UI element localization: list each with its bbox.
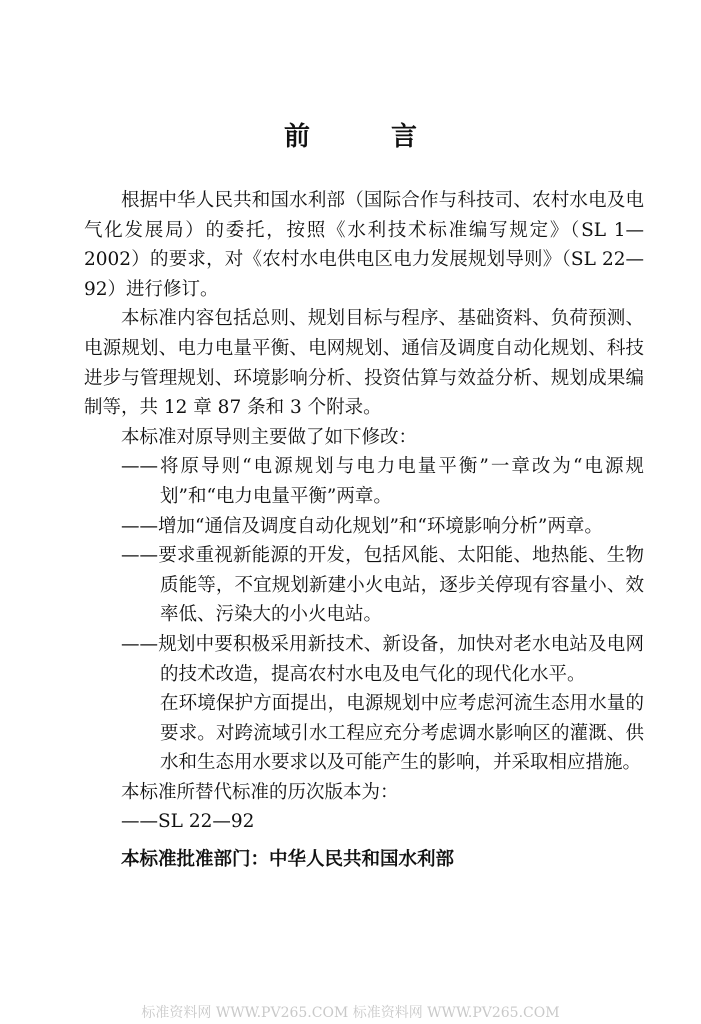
change-item-1: ——将原导则“电源规划与电力电量平衡”一章改为“电源规划”和“电力电量平衡”两章。 <box>121 456 644 507</box>
approval-department: 本标准批准部门：中华人民共和国水利部 <box>121 849 455 871</box>
change-item-4-continuation: 在环境保护方面提出，电源规划中应考虑河流生态用水量的要求。对跨流域引水工程应充分考虑调水影响区的灌溉、供水和生态用水要求以及可能产生的影响，并采取相应措施。 <box>160 693 644 774</box>
preface-body <box>84 186 644 875</box>
page-title: 前 言 <box>283 122 454 152</box>
replaced-version-item: ——SL 22—92 <box>121 811 255 833</box>
paragraph-replaced-versions: 本标准所替代标准的历次版本为： <box>121 781 399 803</box>
paragraph-commission: 根据中华人民共和国水利部（国际合作与科技司、农村水电及电气化发展局）的委托，按照《水利技术标准编写规定》（SL 1—2002）的要求，对《农村水电供电区电力发展规划导则》（SL 22—92）进行修订。 <box>84 190 644 300</box>
change-item-4: ——规划中要积极采用新技术、新设备，加快对老水电站及电网的技术改造，提高农村水电及电气化的现代化水平。 <box>121 633 644 685</box>
paragraph-contents: 本标准内容包括总则、规划目标与程序、基础资料、负荷预测、电源规划、电力电量平衡、电网规划、通信及调度自动化规划、科技进步与管理规划、环境影响分析、投资估算与效益分析、规划成果编制等，共 12 章 87 条和 3 个附录。 <box>84 308 644 419</box>
change-item-2: ——增加“通信及调度自动化规划”和“环境影响分析”两章。 <box>121 515 603 537</box>
watermark: 标准资料网 WWW.PV265.COM 标准资料网 WWW.PV265.COM <box>141 1005 560 1021</box>
change-item-3: ——要求重视新能源的开发，包括风能、太阳能、地热能、生物质能等，不宜规划新建小火电站，逐步关停现有容量小、效率低、污染大的小火电站。 <box>121 545 644 626</box>
paragraph-changes-intro: 本标准对原导则主要做了如下修改： <box>121 426 418 448</box>
